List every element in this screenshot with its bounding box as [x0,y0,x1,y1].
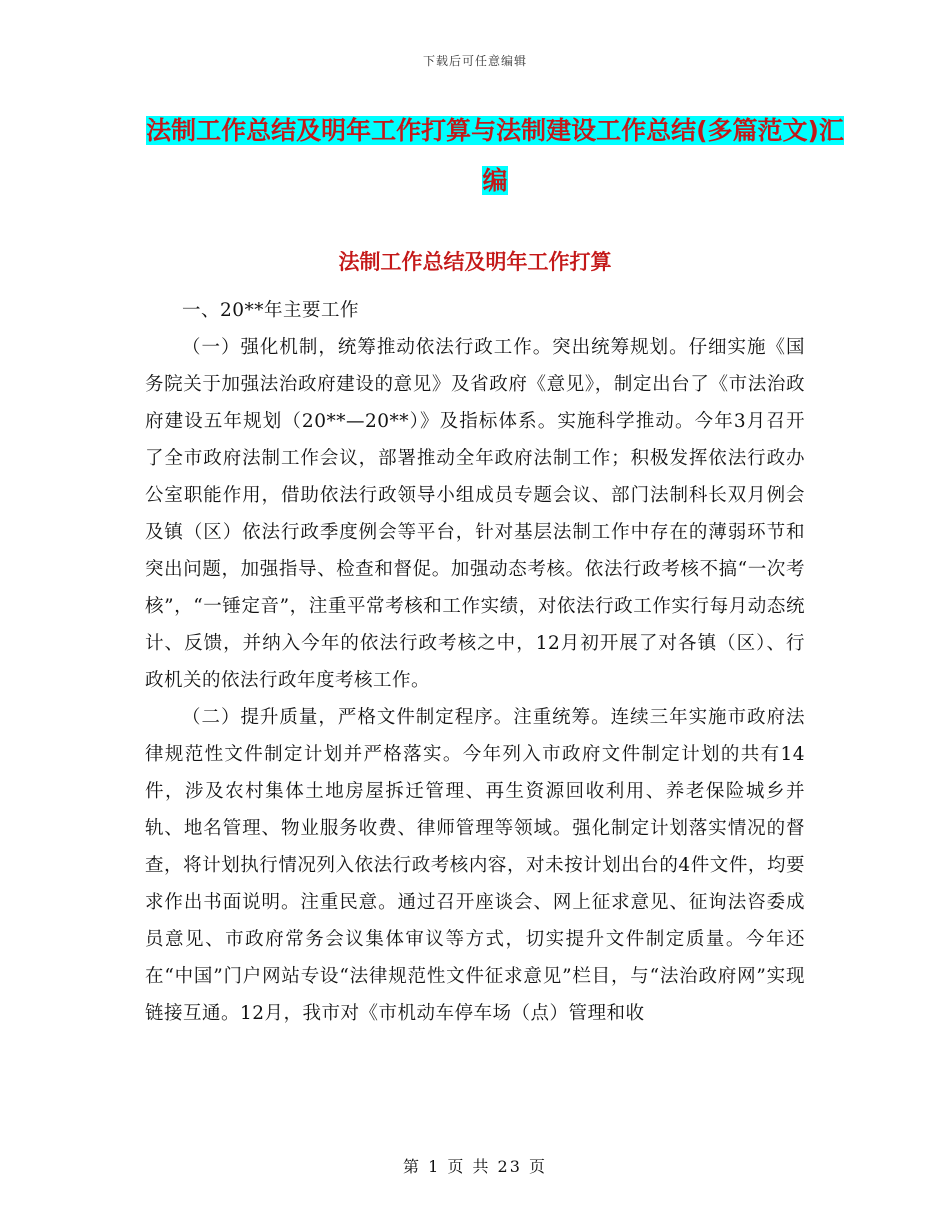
section-title: 法制工作总结及明年工作打算 [338,250,612,274]
main-title-text: 法制工作总结及明年工作打算与法制建设工作总结(多篇范文)汇编 [146,116,844,195]
page-header-note: 下载后可任意编辑 [422,54,527,68]
document-body [145,292,805,1032]
document-main-title [145,106,845,206]
page-number-footer: 第 1 页 共 23 页 [403,1157,547,1176]
body-paragraph-1: （一）强化机制，统筹推动依法行政工作。突出统筹规划。仔细实施《国务院关于加强法治政府建设的意见》及省政府《意见》，制定出台了《市法治政府建设五年规划（20**—20**）》及指标体系。实施科学推动。今年3月召开了全市政府法制工作会议，部署推动全年政府法制工作；积极发挥依法行政办公室职能作用，借助依法行政领导小组成员专题会议、部门法制科长双月例会及镇（区）依法行政季度例会等平台，针对基层法制工作中存在的薄弱环节和突出问题，加强指导、检查和督促。加强动态考核。依法行政考核不搞“一次考核”，“一锤定音”，注重平常考核和工作实绩，对依法行政工作实行每月动态统计、反馈，并纳入今年的依法行政考核之中，12月初开展了对各镇（区）、行政机关的依法行政年度考核工作。 [145,337,805,691]
heading-paragraph: 一、20**年主要工作 [182,300,360,321]
body-paragraph-2: （二）提升质量，严格文件制定程序。注重统筹。连续三年实施市政府法律规范性文件制定计划并严格落实。今年列入市政府文件制定计划的共有14件，涉及农村集体土地房屋拆迁管理、再生资源回收利用、养老保险城乡并轨、地名管理、物业服务收费、律师管理等领域。强化制定计划落实情况的督查，将计划执行情况列入依法行政考核内容，对未按计划出台的4件文件，均要求作出书面说明。注重民意。通过召开座谈会、网上征求意见、征询法咨委成员意见、市政府常务会议集体审议等方式，切实提升文件制定质量。今年还在“中国”门户网站专设“法律规范性文件征求意见”栏目，与“法治政府网”实现链接互通。12月，我市对《市机动车停车场（点）管理和收 [145,707,805,1024]
